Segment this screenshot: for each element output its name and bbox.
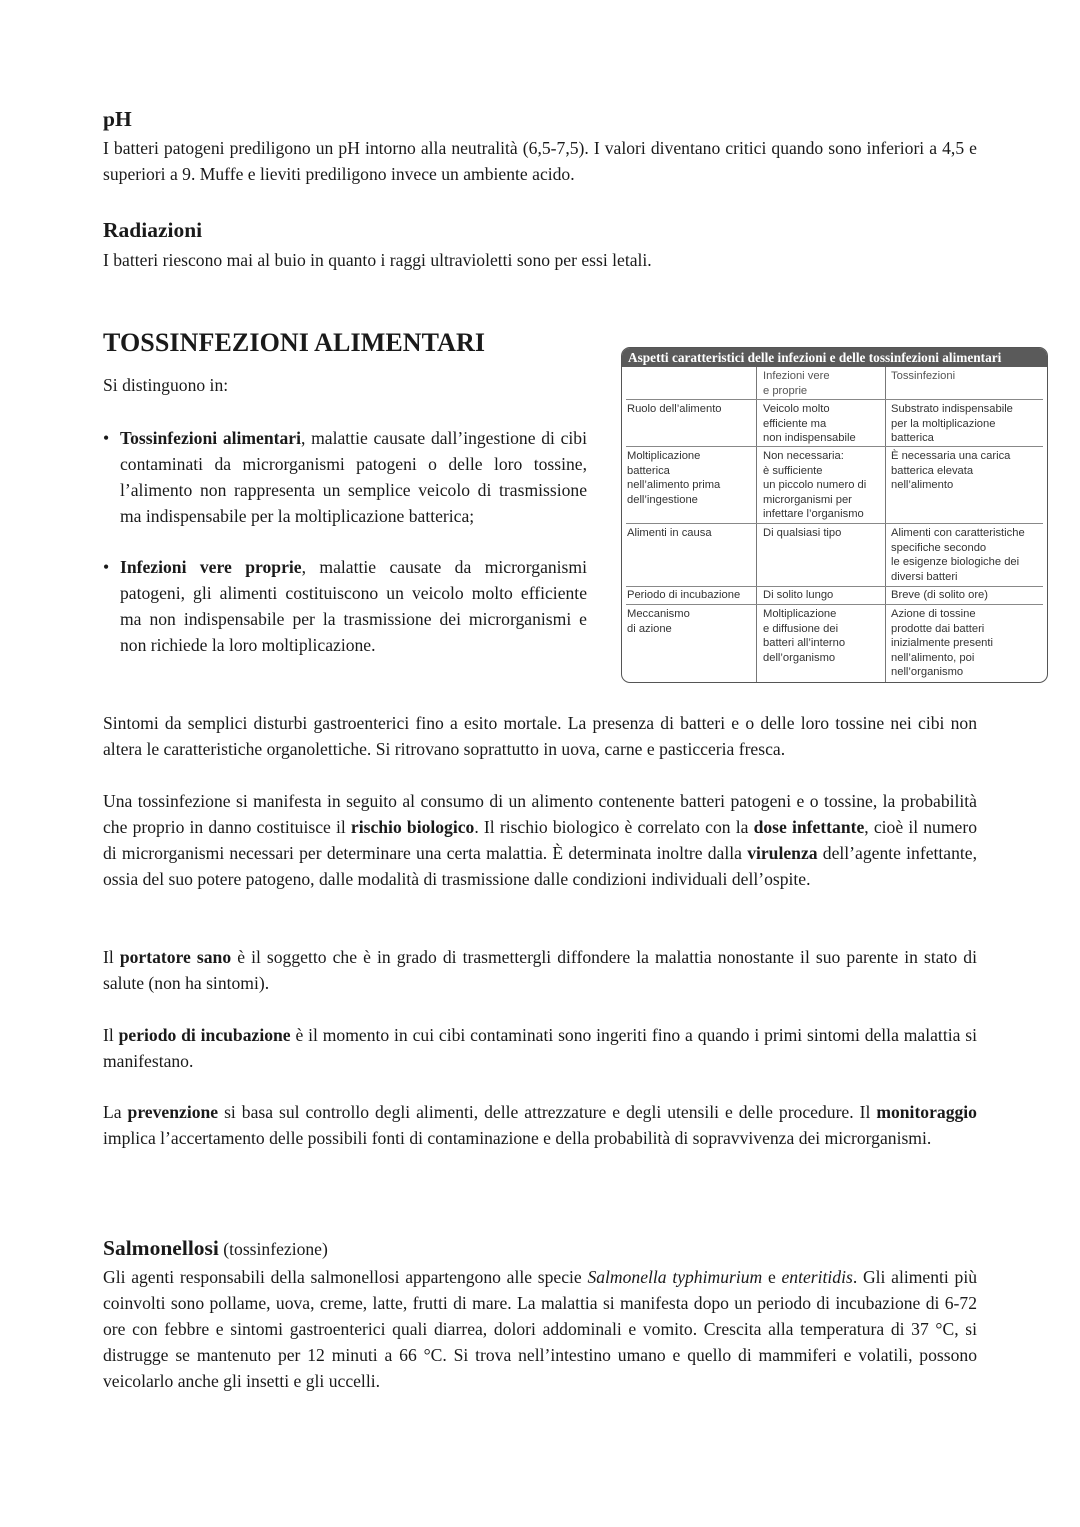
table-cell: Di qualsiasi tipo bbox=[763, 527, 842, 539]
text-run: Il bbox=[103, 947, 120, 967]
table-row-label: Ruolo dell’alimento bbox=[627, 403, 722, 415]
table-title: Aspetti caratteristici delle infezioni e delle tossinfezioni alimentari bbox=[622, 348, 1047, 367]
species-name: enteritidis bbox=[781, 1267, 853, 1287]
text-run: Il bbox=[103, 1025, 119, 1045]
table-divider bbox=[626, 446, 1043, 447]
term-infezioni: Infezioni vere proprie bbox=[120, 557, 302, 577]
table-row-label: Moltiplicazione batterica nell’alimento prima dell’ingestione bbox=[627, 450, 721, 506]
table-divider bbox=[626, 586, 1043, 587]
definition-infezioni: , malattie causate da microrganismi patogeni, gli alimenti costituiscono un veicolo molto efficiente ma non indispensabile per la trasmissione dei microrganismi e non richiede la loro moltiplicazione. bbox=[120, 557, 587, 655]
ph-heading: pH bbox=[103, 107, 132, 131]
text-run: è il momento in cui cibi contaminati sono ingeriti fino a quando i primi sintomi della malattia si manifestano. bbox=[103, 1025, 977, 1071]
sintomi-paragraph: Sintomi da semplici disturbi gastroenterici fino a esito mortale. La presenza di batteri e o delle loro tossine nei cibi non altera le caratteristiche organolettiche. Si ritrovano soprattutto in uova, carne e pasticceria fresca. bbox=[103, 713, 977, 759]
table-cell: Breve (di solito ore) bbox=[891, 589, 988, 601]
text-run: , cioè il numero di microrganismi necessari per determinare una certa malattia. È determinata inoltre dalla bbox=[103, 817, 978, 863]
incubazione-paragraph bbox=[103, 1022, 977, 1074]
table-divider bbox=[626, 604, 1043, 605]
text-run: . Gli alimenti più coinvolti sono pollame, uova, creme, latte, frutti di mare. La malattia si manifesta dopo un periodo di incubazione di 6-72 ore con febbre e sintomi gastroenterici quali diarrea, dolori addominali e vomito. Crescita alla temperatura di 37 °C, si distrugge se mantenuto per 12 minuti a 66 °C. Si trova nell’intestino umano e quello di mammiferi e volatili, possono veicolarlo anche gli insetti e gli uccelli. bbox=[103, 1267, 977, 1391]
text-run: si basa sul controllo degli alimenti, delle attrezzature e degli utensili e delle procedure. Il bbox=[218, 1102, 877, 1122]
table-row-label: Periodo di incubazione bbox=[627, 589, 741, 601]
text-run: Una tossinfezione si manifesta in seguito al consumo di un alimento contenente batteri patogeni e o tossine, la probabilità che proprio in danno costituisce il bbox=[103, 791, 977, 837]
list-item-infezioni bbox=[103, 554, 587, 658]
table-divider bbox=[626, 399, 1043, 400]
species-name: Salmonella typhimurium bbox=[587, 1267, 763, 1287]
table-cell: Di solito lungo bbox=[763, 589, 834, 601]
term-monitoraggio: monitoraggio bbox=[876, 1102, 977, 1122]
term-virulenza: virulenza bbox=[747, 843, 818, 863]
term-dose-infettante: dose infettante bbox=[753, 817, 865, 837]
table-cell: Substrato indispensabile per la moltiplicazione batterica bbox=[891, 403, 1013, 445]
table-cell: Alimenti con caratteristiche specifiche secondo le esigenze biologiche dei diversi batteri bbox=[891, 527, 1025, 583]
table-cell: Non necessaria: è sufficiente un piccolo numero di microrganismi per infettare l’organismo bbox=[763, 450, 867, 521]
ph-paragraph: I batteri patogeni prediligono un pH intorno alla neutralità (6,5-7,5). I valori diventano critici quando sono inferiori a 4,5 e superiori a 9. Muffe e lieviti prediligono invece un ambiente acido. bbox=[103, 138, 977, 184]
table-divider bbox=[885, 367, 886, 683]
text-run: . Il rischio biologico è correlato con la bbox=[474, 817, 754, 837]
salmonellosi-title: Salmonellosi bbox=[103, 1236, 219, 1260]
term-rischio-biologico: rischio biologico bbox=[350, 817, 475, 837]
table-row-label: Alimenti in causa bbox=[627, 527, 712, 539]
salmonellosi-subtitle: (tossinfezione) bbox=[218, 1239, 328, 1259]
table-cell: Veicolo molto efficiente ma non indispensabile bbox=[763, 403, 856, 445]
rischio-paragraph bbox=[103, 788, 977, 892]
bullet-icon: • bbox=[103, 557, 110, 577]
portatore-paragraph bbox=[103, 944, 977, 996]
table-divider bbox=[626, 523, 1043, 524]
table-cell: Azione di tossine prodotte dai batteri inizialmente presenti nell’alimento, poi nell’organismo bbox=[891, 608, 993, 679]
definition-tossinfezioni: , malattie causate dall’ingestione di cibi contaminati da microrganismi patogeni o delle loro tossine, l’alimento non rappresenta un semplice veicolo di trasmissione ma indispensabile per la moltiplicazione batterica; bbox=[120, 428, 587, 526]
text-run: La bbox=[103, 1102, 128, 1122]
bullet-icon: • bbox=[103, 428, 110, 448]
tossinfezioni-heading: TOSSINFEZIONI ALIMENTARI bbox=[103, 328, 486, 357]
text-run: dell’agente infettante, ossia del suo potere patogeno, dalle modalità di trasmissione dalle condizioni individuali dell’ospite. bbox=[103, 843, 977, 889]
prevenzione-paragraph bbox=[103, 1099, 977, 1151]
table-cell: È necessaria una carica batterica elevata nell’alimento bbox=[891, 450, 1011, 492]
table-col-header-infezioni: Infezioni vere e proprie bbox=[763, 370, 830, 397]
text-run: è il soggetto che è in grado di trasmettergli diffondere la malattia nonostante il suo parente in stato di salute (non ha sintomi). bbox=[103, 947, 977, 993]
comparison-table bbox=[621, 347, 1048, 683]
table-row-label: Meccanismo di azione bbox=[627, 608, 690, 635]
text-run: Gli agenti responsabili della salmonellosi appartengono alle specie bbox=[103, 1267, 588, 1287]
salmonellosi-paragraph bbox=[103, 1264, 977, 1394]
table-cell: Moltiplicazione e diffusione dei batteri all’interno dell’organismo bbox=[763, 608, 846, 664]
list-item-tossinfezioni bbox=[103, 425, 587, 529]
table-divider bbox=[756, 367, 757, 683]
radiazioni-paragraph: I batteri riescono mai al buio in quanto i raggi ultravioletti sono per essi letali. bbox=[103, 250, 652, 270]
term-portatore-sano: portatore sano bbox=[119, 947, 232, 967]
radiazioni-heading: Radiazioni bbox=[103, 218, 203, 242]
table-col-header-tossinfezioni: Tossinfezioni bbox=[891, 370, 956, 382]
text-run: implica l’accertamento delle possibili fonti di contaminazione e della probabilità di sopravvivenza dei microrganismi. bbox=[103, 1128, 932, 1148]
term-periodo-incubazione: periodo di incubazione bbox=[118, 1025, 291, 1045]
tossinfezioni-list bbox=[103, 425, 587, 658]
term-tossinfezioni: Tossinfezioni alimentari bbox=[120, 428, 301, 448]
salmonellosi-heading bbox=[103, 1234, 328, 1265]
tossinfezioni-intro: Si distinguono in: bbox=[103, 375, 229, 395]
text-run: e bbox=[762, 1267, 782, 1287]
term-prevenzione: prevenzione bbox=[127, 1102, 219, 1122]
